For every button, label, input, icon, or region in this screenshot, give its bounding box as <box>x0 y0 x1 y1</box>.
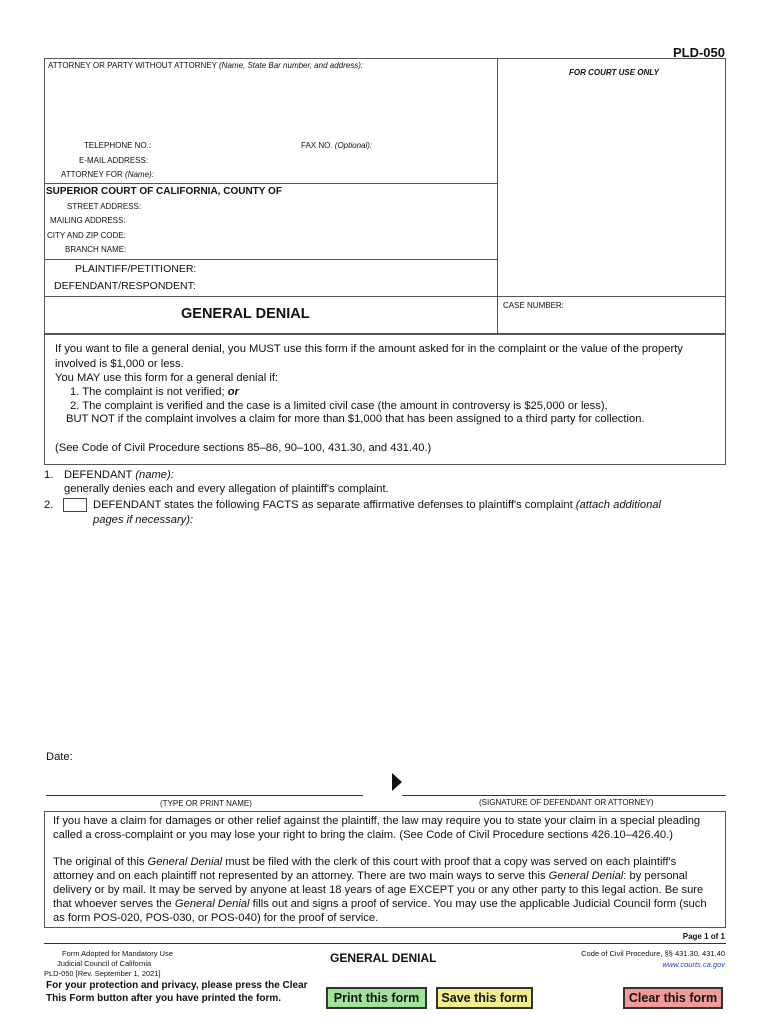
instructions-item1: 1. The complaint is not verified; or <box>70 386 239 398</box>
notice-p2-line2: attorney and on each plaintiff not represented by an attorney. There are two main ways to serve this General Denial: by personal <box>53 870 688 882</box>
footer-code: Code of Civil Procedure, §§ 431.30, 431.40 <box>581 949 725 958</box>
item2-text: DEFENDANT states the following FACTS as separate affirmative defenses to plaintiff's complaint (attach additional <box>93 499 662 511</box>
instructions-line3: You MAY use this form for a general denial if: <box>55 372 279 384</box>
item2-checkbox[interactable] <box>63 498 87 512</box>
print-name-caption: (TYPE OR PRINT NAME) <box>160 799 252 808</box>
case-number-input[interactable] <box>501 312 723 332</box>
county-input[interactable] <box>288 185 493 198</box>
city-zip-input[interactable] <box>126 228 491 241</box>
street-address-label: STREET ADDRESS: <box>67 202 142 211</box>
save-form-button[interactable]: Save this form <box>436 987 533 1009</box>
printed-name-input[interactable] <box>46 775 361 793</box>
plaintiff-input[interactable] <box>196 262 491 276</box>
print-form-button[interactable]: Print this form <box>326 987 427 1009</box>
adopted-line3: PLD-050 [Rev. September 1, 2021] <box>44 969 161 978</box>
adopted-line2: Judicial Council of California <box>57 959 152 968</box>
form-number: PLD-050 <box>672 45 725 60</box>
notice-p2-line4: that whoever serves the General Denial fills out and signs a proof of service. You may use the applicable Judicial Council form (such <box>53 898 707 910</box>
privacy-note-line1: For your protection and privacy, please press the Clear <box>46 980 308 991</box>
instructions-line1: If you want to file a general denial, you MUST use this form if the amount asked for in the complaint or the value of the property <box>55 343 683 355</box>
notice-p1-line2: called a cross-complaint or you may lose your right to bring the claim. (See Code of Civil Procedure sections 426.10–426.40.) <box>53 829 673 841</box>
footer-rule <box>44 943 726 944</box>
item1-text: generally denies each and every allegation of plaintiff's complaint. <box>64 483 389 495</box>
attorney-for-label: ATTORNEY FOR (Name): <box>61 170 154 179</box>
page-number: Page 1 of 1 <box>682 932 725 941</box>
privacy-note-line2: This Form button after you have printed the form. <box>46 993 282 1004</box>
instructions-item3: BUT NOT if the complaint involves a claim for more than $1,000 that has been assigned to a third party for collection. <box>66 413 645 425</box>
branch-name-label: BRANCH NAME: <box>65 245 127 254</box>
signature-line <box>402 795 726 796</box>
notice-p2-line3: delivery or by mail. It may be served by anyone at least 18 years of age EXCEPT you or any other party to this legal action. Be sure <box>53 884 704 896</box>
signature-arrow-icon <box>392 773 402 796</box>
instructions-line2: involved is $1,000 or less. <box>55 358 184 370</box>
affirmative-defenses-input[interactable] <box>46 530 724 740</box>
divider-court-parties <box>44 259 498 260</box>
mailing-address-input[interactable] <box>126 213 491 226</box>
fax-label: FAX NO. (Optional): <box>301 141 373 150</box>
branch-name-input[interactable] <box>126 242 491 255</box>
attorney-input[interactable] <box>46 72 495 134</box>
name-line <box>46 795 363 796</box>
plaintiff-label: PLAINTIFF/PETITIONER: <box>75 263 197 275</box>
instructions-item2: 2. The complaint is verified and the case is a limited civil case (the amount in controversy is $25,000 or less), <box>70 400 608 412</box>
form-title: GENERAL DENIAL <box>181 306 310 322</box>
notice-p2-line5: as form POS-020, POS-030, or POS-040) for the proof of service. <box>53 912 379 924</box>
item1-number: 1. <box>44 469 54 481</box>
item2-text-cont: pages if necessary): <box>93 514 194 526</box>
street-address-input[interactable] <box>126 199 491 212</box>
header-divider-vertical <box>497 58 498 334</box>
attorney-for-input[interactable] <box>150 167 490 180</box>
defendant-label: DEFENDANT/RESPONDENT: <box>54 280 196 292</box>
email-input[interactable] <box>150 153 490 166</box>
item2-number: 2. <box>44 499 54 511</box>
city-zip-label: CITY AND ZIP CODE: <box>47 231 126 240</box>
footer-title: GENERAL DENIAL <box>330 951 437 965</box>
telephone-input[interactable] <box>150 138 290 151</box>
signature-caption: (SIGNATURE OF DEFENDANT OR ATTORNEY) <box>479 798 654 807</box>
date-label: Date: <box>46 751 73 763</box>
divider-attorney-court <box>44 183 498 184</box>
email-label: E-MAIL ADDRESS: <box>79 156 149 165</box>
item1-label: DEFENDANT (name): <box>64 469 174 481</box>
case-number-label: CASE NUMBER: <box>503 301 564 310</box>
clear-form-button[interactable]: Clear this form <box>623 987 723 1009</box>
adopted-line1: Form Adopted for Mandatory Use <box>62 949 173 958</box>
divider-parties-title <box>44 296 726 297</box>
court-use-only: FOR COURT USE ONLY <box>569 68 659 77</box>
instructions-code-reference: (See Code of Civil Procedure sections 85–86, 90–100, 431.30, and 431.40.) <box>55 442 432 454</box>
footer-url[interactable]: www.courts.ca.gov <box>662 960 725 969</box>
attorney-label: ATTORNEY OR PARTY WITHOUT ATTORNEY (Name, State Bar number, and address): <box>48 61 364 70</box>
notice-p1-line1: If you have a claim for damages or other relief against the plaintiff, the law may require you to state your claim in a special pleading <box>53 815 701 827</box>
fax-input[interactable] <box>372 138 492 151</box>
notice-p2-line1: The original of this General Denial must be filed with the clerk of this court with proof that a copy was served on each plaintiff's <box>53 856 677 868</box>
defendant-input[interactable] <box>196 279 491 293</box>
telephone-label: TELEPHONE NO.: <box>84 141 152 150</box>
defendant-name-input[interactable] <box>190 467 720 481</box>
mailing-address-label: MAILING ADDRESS: <box>50 216 126 225</box>
date-input[interactable] <box>80 748 320 764</box>
court-title: SUPERIOR COURT OF CALIFORNIA, COUNTY OF <box>46 186 282 197</box>
